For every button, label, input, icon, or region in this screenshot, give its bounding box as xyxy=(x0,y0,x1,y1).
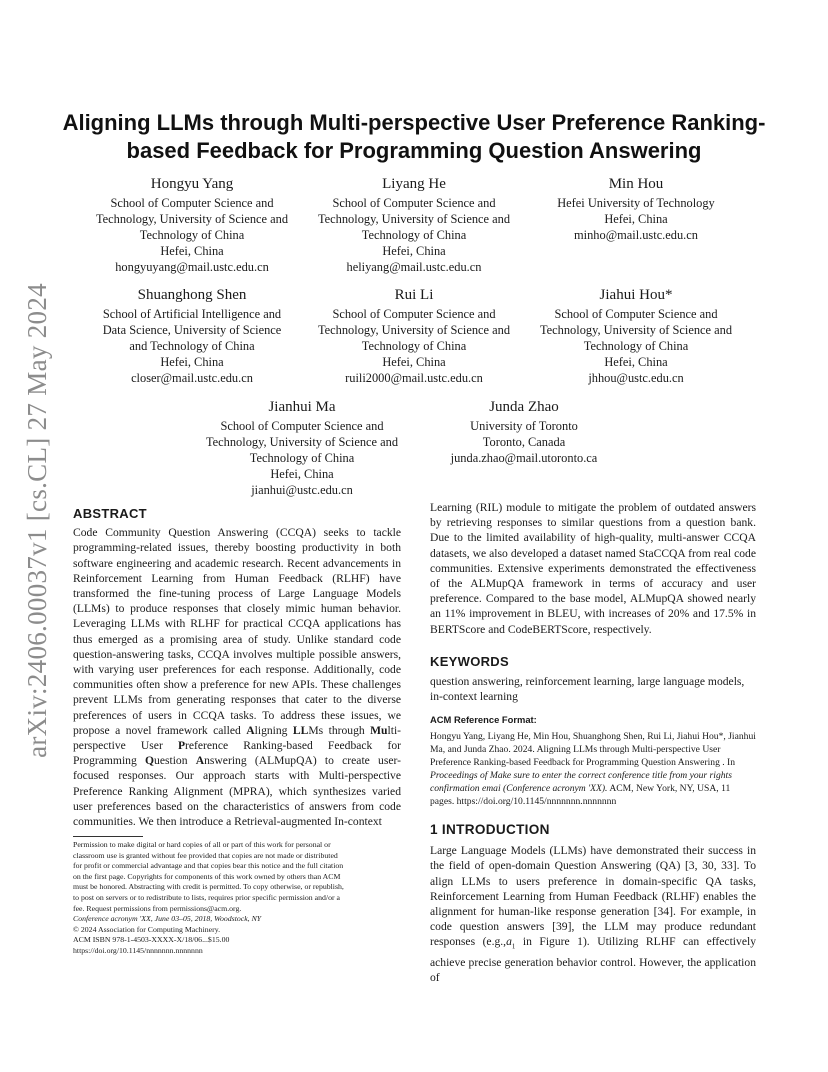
author-email: heliyang@mail.ustc.edu.cn xyxy=(346,260,482,274)
author-affiliation: Technology of China xyxy=(249,451,355,465)
author-block xyxy=(84,174,300,275)
author-block xyxy=(306,285,522,386)
author-name: Shuanghong Shen xyxy=(137,287,247,303)
acm-reference-heading: ACM Reference Format: xyxy=(430,714,537,725)
author-affiliation: Hefei University of Technology xyxy=(557,196,715,210)
author-affiliation: Technology, University of Science and xyxy=(95,212,289,226)
footnote-line: on the first page. Copyrights for components of this work owned by others than ACM xyxy=(73,871,341,881)
author-affiliation: Technology, University of Science and xyxy=(317,323,511,337)
author-email: closer@mail.ustc.edu.cn xyxy=(131,371,253,385)
author-location: Hefei, China xyxy=(604,212,668,226)
author-location: Hefei, China xyxy=(270,467,334,481)
author-name: Jiahui Hou* xyxy=(599,287,673,303)
author-affiliation: School of Computer Science and xyxy=(110,196,274,210)
arxiv-stamp: arXiv:2406.00037v1 [cs.CL] 27 May 2024 xyxy=(21,282,52,758)
author-name: Liyang He xyxy=(382,176,446,192)
author-affiliation: Technology of China xyxy=(583,339,689,353)
introduction-paragraph: Large Language Models (LLMs) have demonstrated their success in the field of open-domain Question Answering (QA) [3, 30, 33]. To align LLMs to users preference in domain-specific QA tasks, Reinforcement Learning from Human Feedback (RLHF) enables the alignment for human-like response generation [34]. For example, in code question answers [39], the LLM may produce redundant responses ($e.g.,a_1$ in Figure 1). Utilizing RLHF can effectively achieve precise generation behavior control. However, the application of xyxy=(430,844,756,985)
copyright-footnote xyxy=(73,840,401,957)
author-affiliation: School of Computer Science and xyxy=(332,307,496,321)
footnote-line: Permission to make digital or hard copies of all or part of this work for personal or xyxy=(73,840,331,849)
author-affiliation: Technology, University of Science and xyxy=(317,212,511,226)
author-affiliation: Technology, University of Science and xyxy=(205,435,399,449)
author-location: Hefei, China xyxy=(382,244,446,258)
introduction-section xyxy=(430,822,756,985)
author-affiliation: School of Artificial Intelligence and xyxy=(102,307,282,321)
author-email: jianhui@ustc.edu.cn xyxy=(251,483,353,497)
author-affiliation: School of Computer Science and xyxy=(554,307,718,321)
footnote-line: for profit or commercial advantage and that copies bear this notice and the full citation xyxy=(73,861,344,871)
footnote-isbn: ACM ISBN 978-1-4503-XXXX-X/18/06...$15.00 xyxy=(73,935,230,945)
author-name: Hongyu Yang xyxy=(150,176,234,192)
author-affiliation: Technology, University of Science and xyxy=(539,323,733,337)
author-name: Min Hou xyxy=(608,176,664,192)
author-affiliation: and Technology of China xyxy=(129,339,255,353)
abstract-paragraph: Learning (RIL) module to mitigate the problem of outdated answers by retrieving responses to similar questions from a question bank. Due to the limited availability of high-quality, multi-answer CCQA datasets, we also developed a dataset named StaCCQA from real code communities. Extensive experiments demonstrated the effectiveness of the ALMupQA framework in terms of accuracy and user preference. Compared to the base model, ALMupQA showed nearly an 11% improvement in BLEU, with increases of 20% and 17.5% in BERTScore and CodeBERTScore, respectively. xyxy=(430,501,756,636)
author-email: hongyuyang@mail.ustc.edu.cn xyxy=(115,260,269,274)
author-name: Junda Zhao xyxy=(489,399,559,415)
author-location: Hefei, China xyxy=(160,244,224,258)
author-email: jhhou@ustc.edu.cn xyxy=(588,371,684,385)
footnote-line: classroom use is granted without fee provided that copies are not made or distributed xyxy=(73,850,338,860)
author-email: ruili2000@mail.ustc.edu.cn xyxy=(345,371,483,385)
author-affiliation: Technology of China xyxy=(139,228,245,242)
footnote-doi[interactable]: https://doi.org/10.1145/nnnnnnn.nnnnnnn xyxy=(73,945,203,955)
author-email: minho@mail.ustc.edu.cn xyxy=(574,228,698,242)
footnote-rule xyxy=(73,836,143,837)
author-block xyxy=(528,174,744,243)
author-affiliation: University of Toronto xyxy=(470,419,578,433)
author-block xyxy=(528,285,744,386)
author-location: Hefei, China xyxy=(382,355,446,369)
author-block xyxy=(84,285,300,386)
acm-reference-text: Hongyu Yang, Liyang He, Min Hou, Shuanghong Shen, Rui Li, Jiahui Hou*, Jianhui Ma, and Junda Zhao. 2024. Aligning LLMs through Multi-perspective User Preference Ranking-based Feedback for Programming Question Answering . In Proceedings of Make sure to enter the correct conference title from your rights confirmation emai (Conference acronym 'XX). ACM, New York, NY, USA, 11 pages. https://doi.org/10.1145/nnnnnnn.nnnnnnn xyxy=(430,731,756,808)
abstract-paragraph: Code Community Question Answering (CCQA) seeks to tackle programming-related issues, thereby boosting productivity in both software engineering and academic research. Recent advancements in Reinforcement Learning from Human Feedback (RLHF) have transformed the fine-tuning process of Large Language Models (LLMs) to produce responses that closely mimic human behavior. Leveraging LLMs with RLHF for practical CCQA applications has thus emerged as a promising area of study. Unlike standard code question-answering tasks, CCQA involves multiple possible answers, with varying user preferences for each response. Additionally, code communities often show a preference for new APIs. These challenges prevent LLMs from generating responses that cater to the diverse preferences of users in CCQA tasks. To address these issues, we propose a novel framework called Aligning LLMs through Multi-perspective User Preference Ranking-based Feedback for Programming Question Answering (ALMupQA) to create user-focused responses. Our approach starts with Multi-perspective Preference Ranking Alignment (MPRA), which synthesizes varied user preferences based on the characteristics of answers from code communities. We then introduce a Retrieval-augmented In-context xyxy=(73,526,402,829)
author-email: junda.zhao@mail.utoronto.ca xyxy=(450,451,598,465)
abstract-continuation xyxy=(430,500,756,637)
author-affiliation: School of Computer Science and xyxy=(332,196,496,210)
abstract-section xyxy=(73,506,401,829)
keywords-section xyxy=(430,654,756,705)
author-name: Jianhui Ma xyxy=(268,399,336,415)
author-affiliation: School of Computer Science and xyxy=(220,419,384,433)
author-affiliation: Technology of China xyxy=(361,339,467,353)
author-block xyxy=(306,174,522,275)
footnote-line: fee. Request permissions from permissions@acm.org. xyxy=(73,903,242,913)
author-block xyxy=(416,397,632,466)
abstract-heading: ABSTRACT xyxy=(73,506,147,521)
author-name: Rui Li xyxy=(394,287,434,303)
author-affiliation: Data Science, University of Science xyxy=(102,323,282,337)
author-location: Hefei, China xyxy=(160,355,224,369)
footnote-line: must be honored. Abstracting with credit is permitted. To copy otherwise, or republish, xyxy=(73,882,344,892)
paper-title: Aligning LLMs through Multi-perspective User Preference Ranking-based Feedback for Programming Question Answering xyxy=(62,110,766,163)
footnote-conference: Conference acronym 'XX, June 03–05, 2018, Woodstock, NY xyxy=(73,914,262,924)
acm-reference-section xyxy=(430,712,756,808)
author-block xyxy=(194,397,410,498)
author-location: Hefei, China xyxy=(604,355,668,369)
footnote-copyright: © 2024 Association for Computing Machinery. xyxy=(73,924,221,934)
keywords-text: question answering, reinforcement learning, large language models, in-context learning xyxy=(430,675,745,704)
author-affiliation: Technology of China xyxy=(361,228,467,242)
introduction-heading: 1 INTRODUCTION xyxy=(430,822,550,837)
footnote-line: to post on servers or to redistribute to lists, requires prior specific permission and/or a xyxy=(73,892,340,902)
author-location: Toronto, Canada xyxy=(482,435,566,449)
keywords-heading: KEYWORDS xyxy=(430,654,509,669)
